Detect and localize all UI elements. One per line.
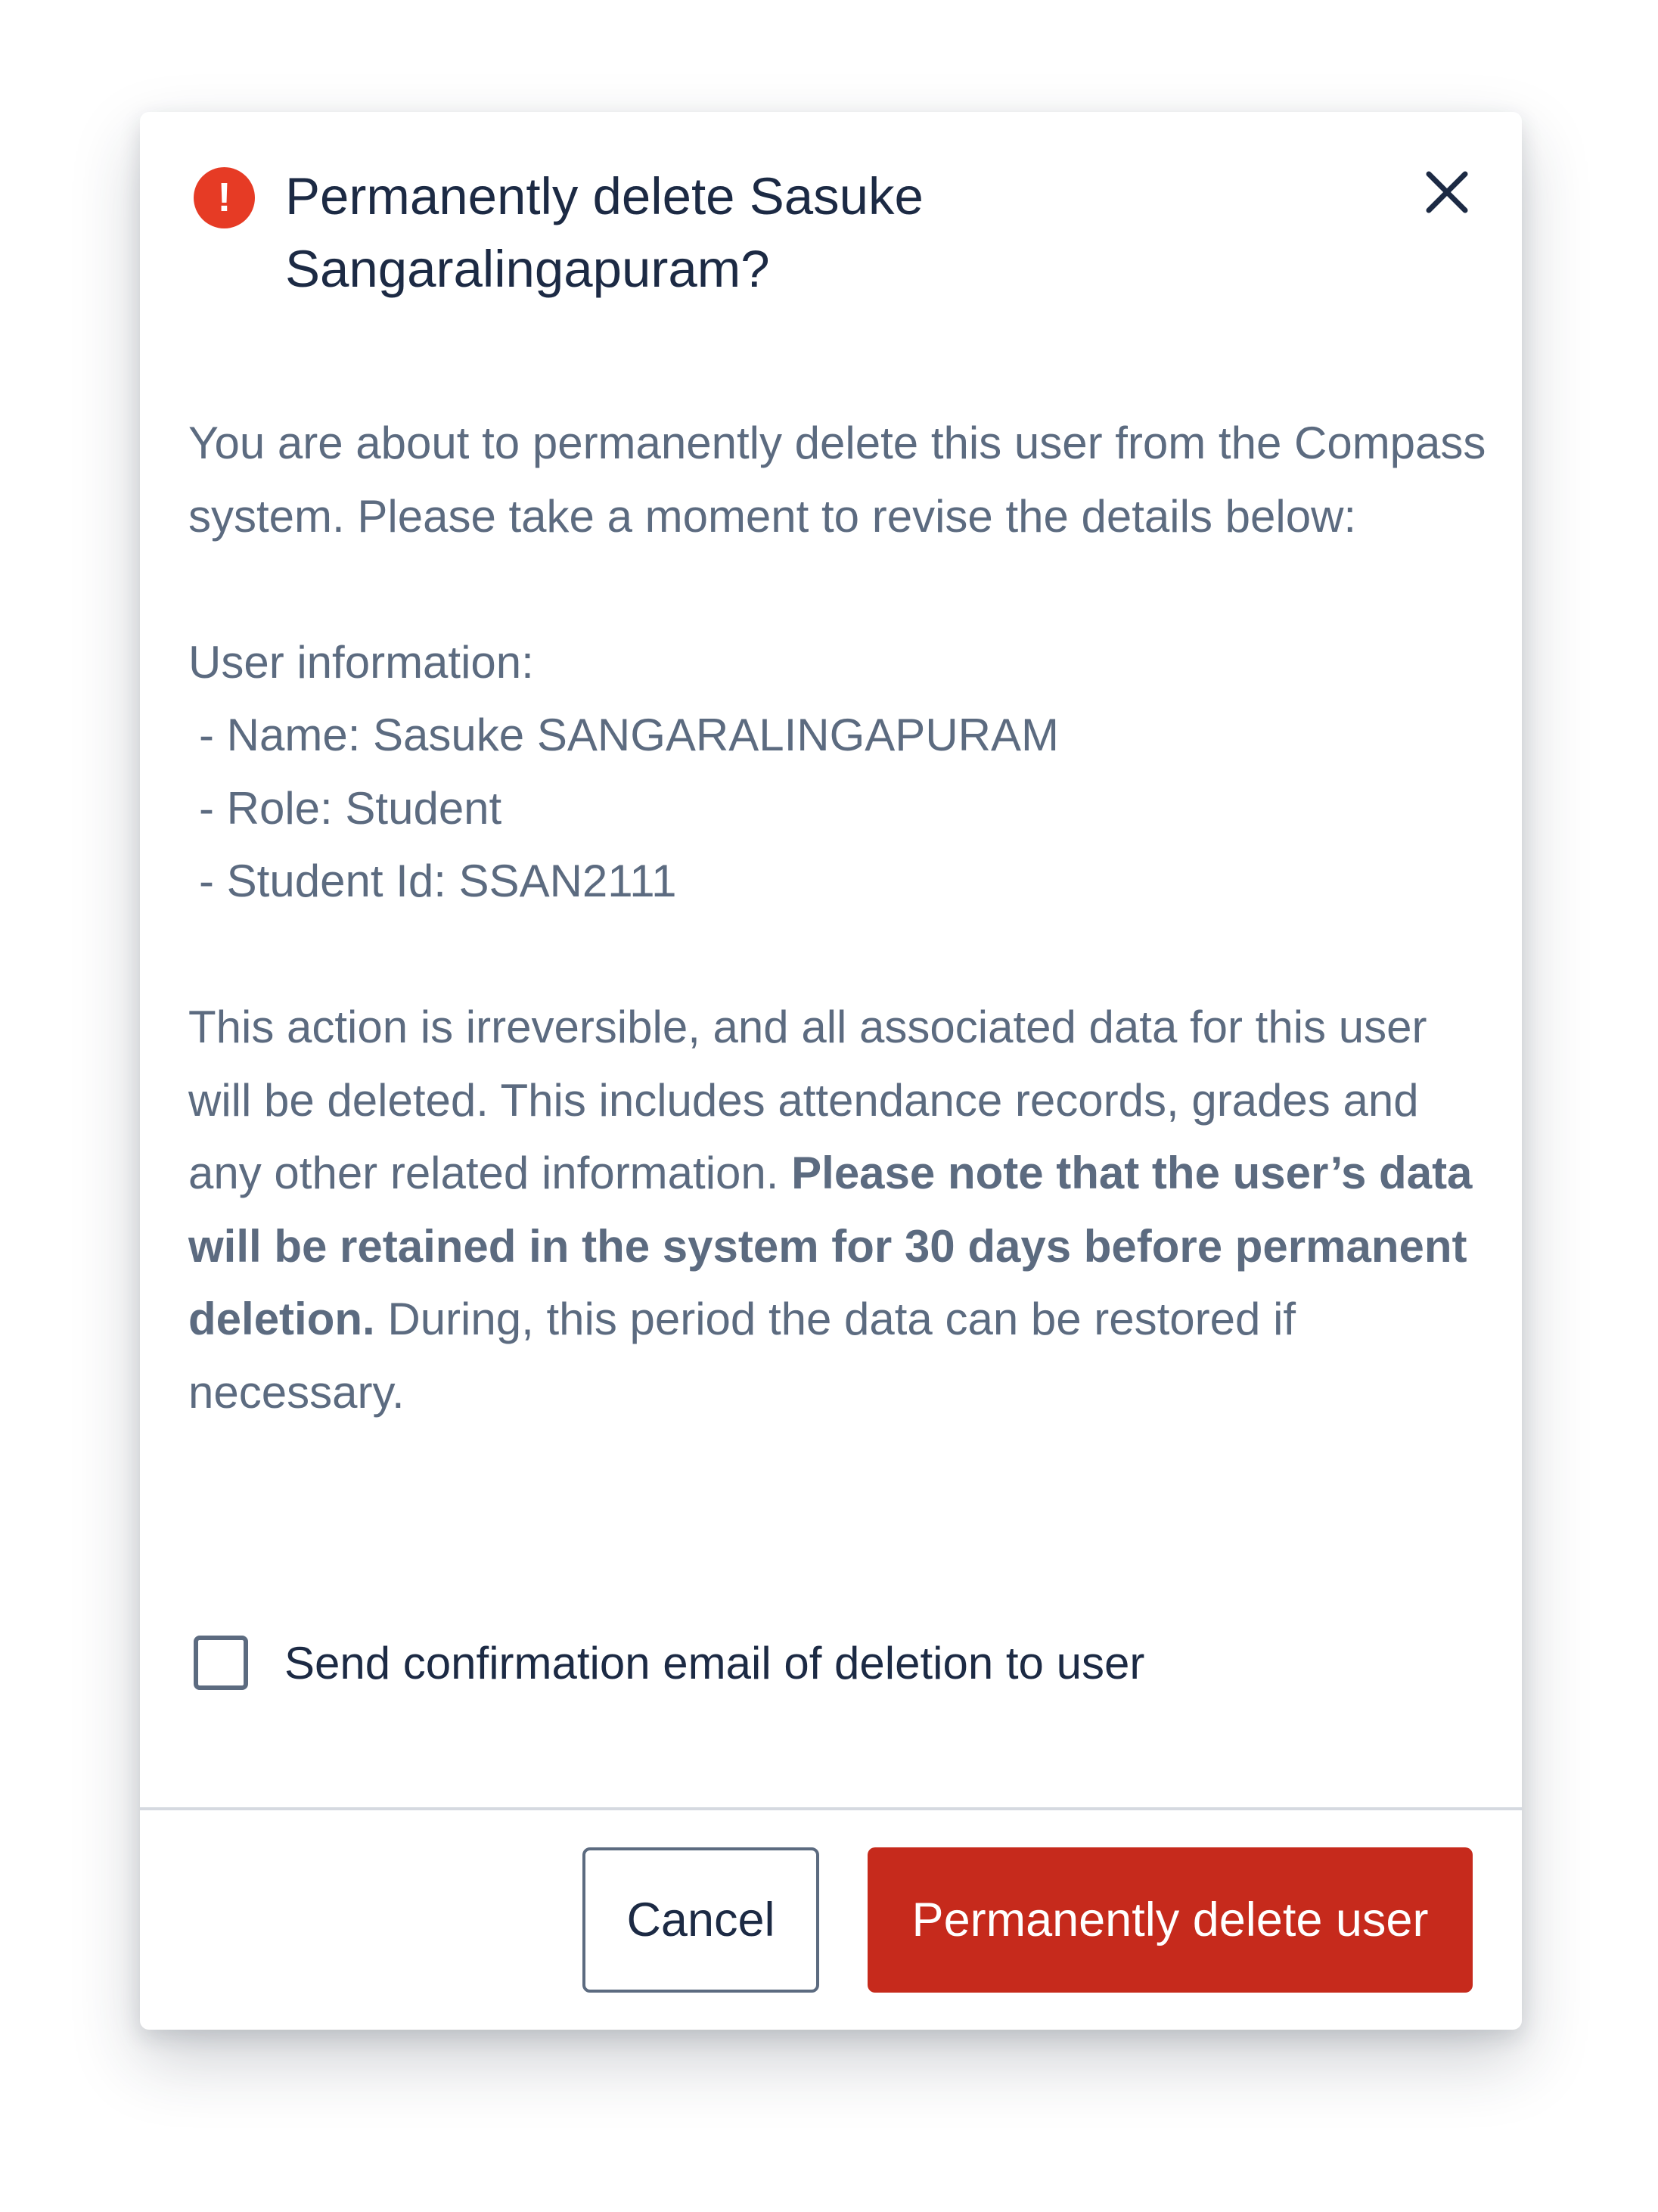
alert-circle-icon: !: [194, 167, 255, 228]
send-email-option[interactable]: [194, 1626, 1144, 1699]
footer-divider: [140, 1807, 1522, 1810]
user-info-heading: User information:: [188, 636, 534, 688]
user-info-role: - Role: Student: [199, 782, 502, 834]
permanently-delete-button[interactable]: Permanently delete user: [868, 1847, 1473, 1993]
warning-text: [188, 991, 1489, 1429]
dialog-title: Permanently delete Sasuke Sangaralingapuram?: [285, 167, 924, 298]
close-icon: [1411, 156, 1483, 228]
send-email-checkbox[interactable]: [194, 1636, 248, 1690]
user-info-student-id: - Student Id: SSAN2111: [199, 856, 677, 906]
warning-text-main: This action is irreversible, and all associated data for this user will be deleted. This includes attendance records, grades and any other related information.: [188, 1002, 1427, 1198]
dialog-body: [188, 407, 1489, 1429]
user-info-name: - Name: Sasuke SANGARALINGAPURAM: [199, 710, 1059, 760]
send-email-label: Send confirmation email of deletion to user: [284, 1637, 1145, 1689]
retention-notice: Please note that the user’s data will be retained in the system for 30 days before permanent deletion.: [188, 1148, 1473, 1344]
cancel-button[interactable]: Cancel: [582, 1847, 819, 1993]
restore-notice: During, this period the data can be restored if necessary.: [188, 1294, 1296, 1418]
delete-user-dialog: [140, 112, 1522, 2030]
close-button[interactable]: [1411, 156, 1483, 228]
intro-text: You are about to permanently delete this user from the Compass system. Please take a moment to revise the details below:: [188, 418, 1486, 542]
